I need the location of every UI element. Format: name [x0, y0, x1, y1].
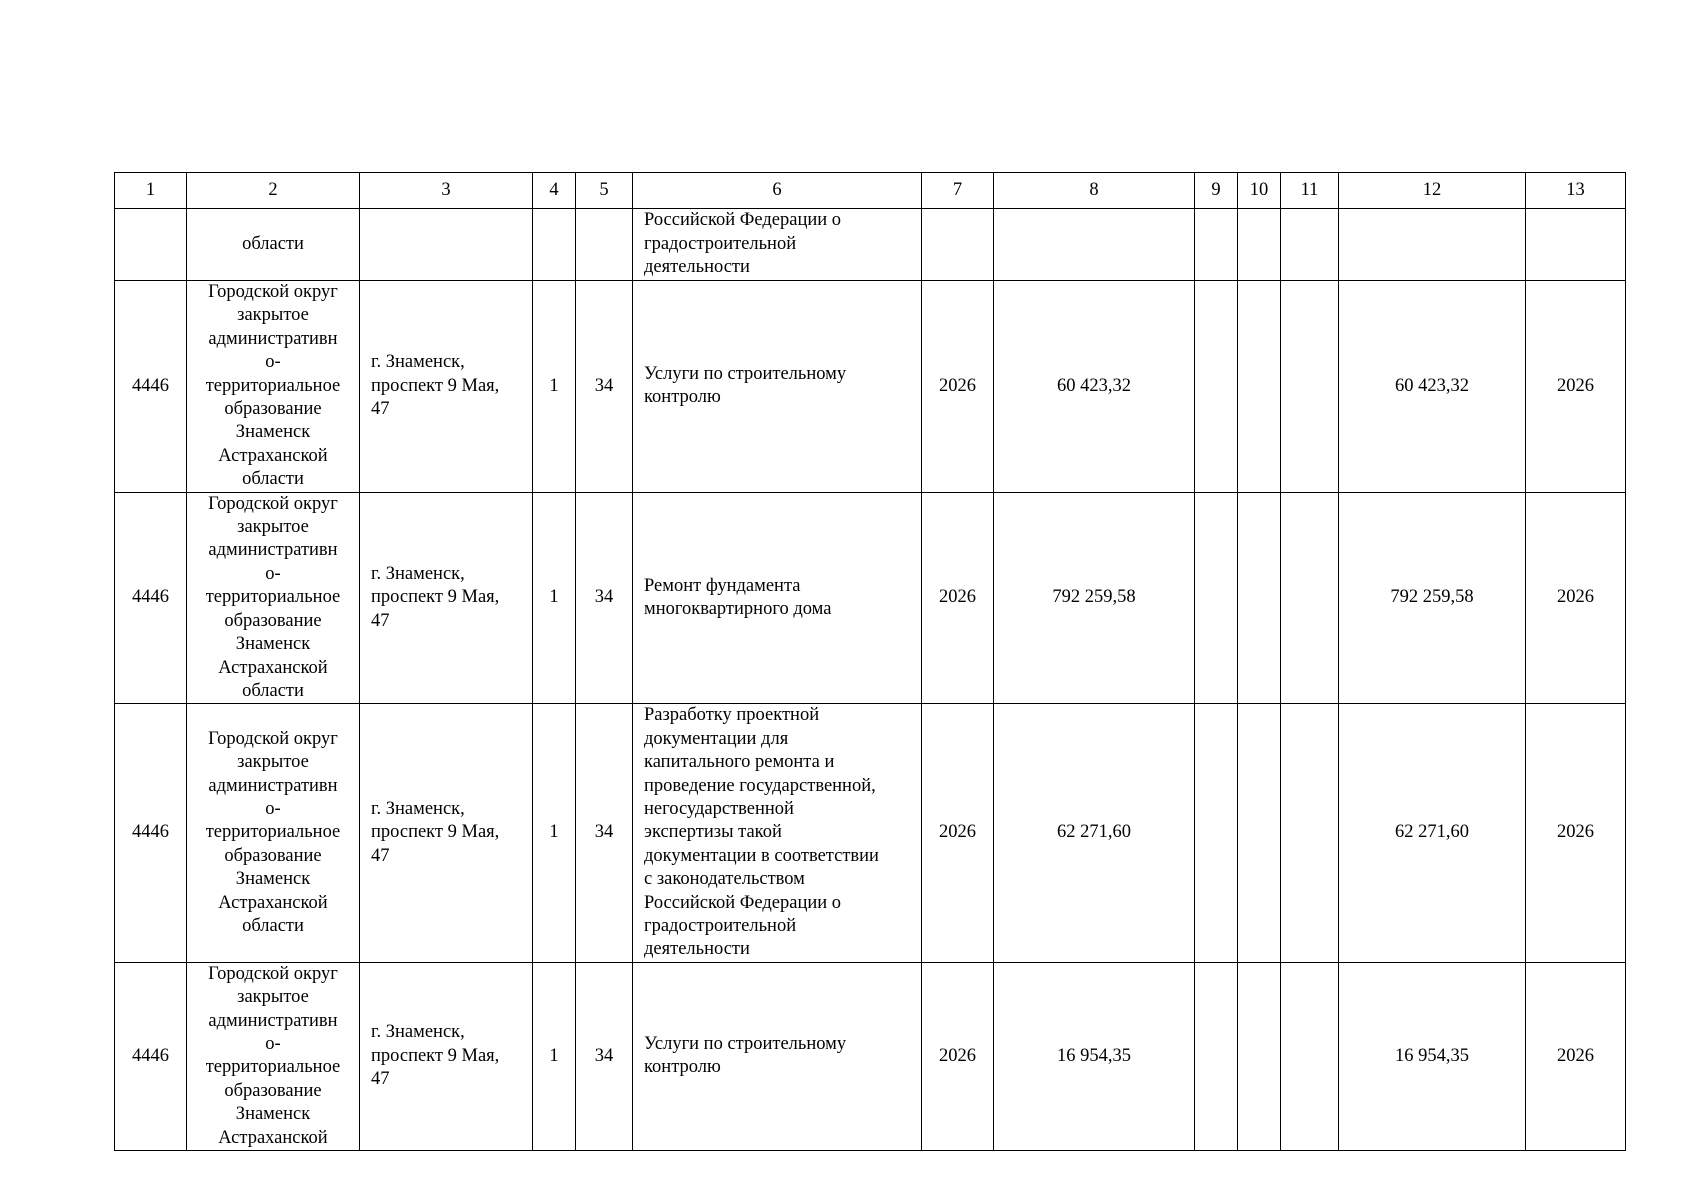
- cell-col9: [1195, 281, 1238, 493]
- cell-col9: [1195, 492, 1238, 704]
- column-header: 7: [922, 173, 994, 209]
- cell-municipality: Городской округ закрытое административн о- территориальное образование Знаменск Астраханской: [187, 962, 360, 1150]
- cell-col9: [1195, 704, 1238, 962]
- cell-col5: 34: [576, 492, 633, 704]
- cell-municipality: Городской округ закрытое административн о- территориальное образование Знаменск Астраханской области: [187, 704, 360, 962]
- cell-code: 4446: [115, 281, 187, 493]
- cell-col4: 1: [533, 962, 576, 1150]
- table-row: [115, 962, 1626, 1150]
- cell-year-end: 2026: [1526, 704, 1626, 962]
- cell-empty: [1195, 209, 1238, 281]
- cell-col10: [1238, 704, 1281, 962]
- column-header: 11: [1281, 173, 1339, 209]
- cell-year: 2026: [922, 492, 994, 704]
- column-header: 1: [115, 173, 187, 209]
- cell-empty: [1339, 209, 1526, 281]
- column-header: 8: [994, 173, 1195, 209]
- cell-col11: [1281, 492, 1339, 704]
- cell-address: г. Знаменск, проспект 9 Мая, 47: [360, 492, 533, 704]
- cell-col11: [1281, 281, 1339, 493]
- cell-cost: 60 423,32: [994, 281, 1195, 493]
- cell-empty: [1526, 209, 1626, 281]
- cell-col10: [1238, 962, 1281, 1150]
- column-header: 12: [1339, 173, 1526, 209]
- cell-code: 4446: [115, 704, 187, 962]
- cell-code: 4446: [115, 492, 187, 704]
- cell-work-type: Ремонт фундамента многоквартирного дома: [633, 492, 922, 704]
- cell-year-end: 2026: [1526, 962, 1626, 1150]
- cell-cost: 16 954,35: [994, 962, 1195, 1150]
- column-header: 4: [533, 173, 576, 209]
- cell-year: 2026: [922, 704, 994, 962]
- cell-work-type: Разработку проектной документации для капитального ремонта и проведение государственной, негосударственной экспертизы такой документации в соответствии с законодательством Российской Федерации о градостроительной деятельности: [633, 704, 922, 962]
- cell-year: 2026: [922, 281, 994, 493]
- cell-col11: [1281, 704, 1339, 962]
- table-row: [115, 704, 1626, 962]
- cell-col4: 1: [533, 704, 576, 962]
- cell-address: г. Знаменск, проспект 9 Мая, 47: [360, 962, 533, 1150]
- cell-col9: [1195, 962, 1238, 1150]
- column-header: 6: [633, 173, 922, 209]
- cell-municipality: Городской округ закрытое административн о- территориальное образование Знаменск Астраханской области: [187, 492, 360, 704]
- cell-municipality: области: [187, 209, 360, 281]
- cell-col5: 34: [576, 281, 633, 493]
- column-header: 3: [360, 173, 533, 209]
- cell-empty: [922, 209, 994, 281]
- cell-col10: [1238, 492, 1281, 704]
- cell-cost-total: 62 271,60: [1339, 704, 1526, 962]
- cell-year-end: 2026: [1526, 492, 1626, 704]
- cell-col4: 1: [533, 492, 576, 704]
- cell-empty: [1238, 209, 1281, 281]
- data-table: [114, 172, 1626, 1151]
- cell-cost-total: 792 259,58: [1339, 492, 1526, 704]
- table-row: [115, 281, 1626, 493]
- column-header: 9: [1195, 173, 1238, 209]
- table-row: [115, 492, 1626, 704]
- cell-year: 2026: [922, 962, 994, 1150]
- cell-col11: [1281, 962, 1339, 1150]
- column-header: 10: [1238, 173, 1281, 209]
- cell-empty: [576, 209, 633, 281]
- cell-municipality: Городской округ закрытое административн о- территориальное образование Знаменск Астраханской области: [187, 281, 360, 493]
- cell-cost: 792 259,58: [994, 492, 1195, 704]
- cell-cost-total: 60 423,32: [1339, 281, 1526, 493]
- cell-col5: 34: [576, 962, 633, 1150]
- cell-address: г. Знаменск, проспект 9 Мая, 47: [360, 704, 533, 962]
- cell-year-end: 2026: [1526, 281, 1626, 493]
- column-header: 5: [576, 173, 633, 209]
- cell-cost-total: 16 954,35: [1339, 962, 1526, 1150]
- column-header: 13: [1526, 173, 1626, 209]
- cell-empty: [994, 209, 1195, 281]
- cell-empty: [360, 209, 533, 281]
- column-header: 2: [187, 173, 360, 209]
- cell-address: г. Знаменск, проспект 9 Мая, 47: [360, 281, 533, 493]
- cell-col5: 34: [576, 704, 633, 962]
- header-row: [115, 173, 1626, 209]
- cell-empty: [533, 209, 576, 281]
- cell-col4: 1: [533, 281, 576, 493]
- cell-work-type: Услуги по строительному контролю: [633, 281, 922, 493]
- cell-work-type: Услуги по строительному контролю: [633, 962, 922, 1150]
- cell-work-type: Российской Федерации о градостроительной деятельности: [633, 209, 922, 281]
- cell-empty: [1281, 209, 1339, 281]
- cell-empty: [115, 209, 187, 281]
- cell-col10: [1238, 281, 1281, 493]
- continuation-row: [115, 209, 1626, 281]
- cell-cost: 62 271,60: [994, 704, 1195, 962]
- cell-code: 4446: [115, 962, 187, 1150]
